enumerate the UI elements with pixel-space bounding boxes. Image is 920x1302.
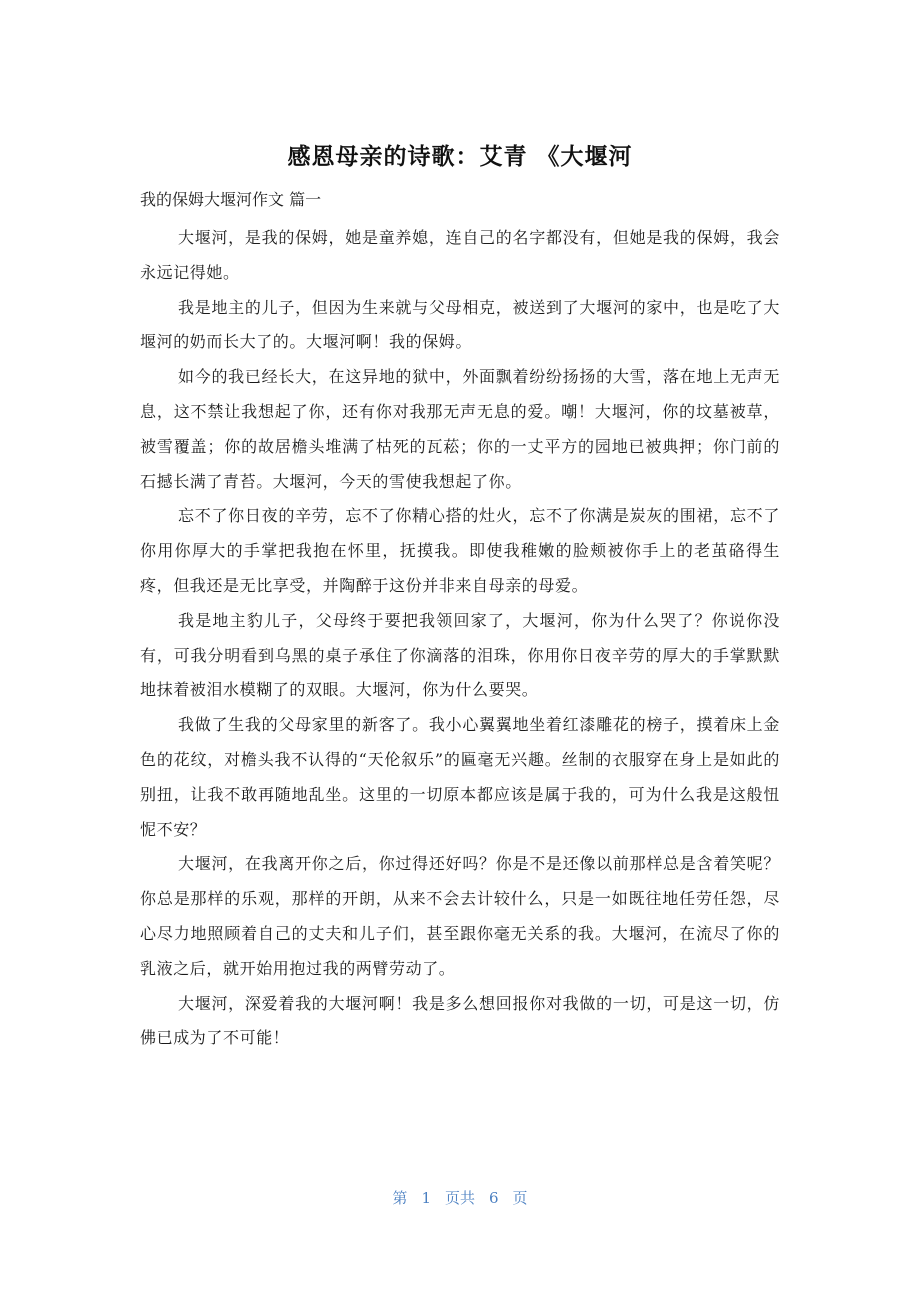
paragraph-3: 如今的我已经长大，在这异地的狱中，外面飘着纷纷扬扬的大雪，落在地上无声无息，这不禁让我想起了你，还有你对我那无声无息的爱。嘲！大堰河，你的坟墓被草，被雪覆盖；你的故居檐头堆满了枯死的瓦菘；你的一丈平方的园地已被典押；你门前的石撼长满了青苔。大堰河，今天的雪使我想起了你。 — [140, 367, 780, 491]
footer-prefix: 第 — [392, 1189, 408, 1207]
footer-page-number: 1 — [421, 1189, 431, 1207]
paragraph-7: 大堰河，在我离开你之后，你过得还好吗？你是不是还像以前那样总是含着笑呢？你总是那样的乐观，那样的开朗，从来不会去计较什么，只是一如既往地任劳任怨，尽心尽力地照顾着自己的丈夫和儿子们，甚至跟你毫无关系的我。大堰河，在流尽了你的乳液之后，就开始用抱过我的两臂劳动了。 — [140, 854, 780, 978]
paragraph-2: 我是地主的儿子，但因为生来就与父母相克，被送到了大堰河的家中，也是吃了大堰河的奶而长大了的。大堰河啊！我的保姆。 — [140, 297, 780, 352]
paragraph-1: 大堰河，是我的保姆，她是童养媳，连自己的名字都没有，但她是我的保姆，我会永远记得她。 — [140, 228, 780, 282]
document-title: 感恩母亲的诗歌：艾青 《大堰河 — [287, 144, 633, 170]
page-footer — [0, 1186, 920, 1210]
paragraph-5: 我是地主豹儿子，父母终于要把我领回家了，大堰河，你为什么哭了？你说你没有，可我分明看到乌黑的桌子承住了你滴落的泪珠，你用你日夜辛劳的厚大的手掌默默地抹着被泪水模糊了的双眼。大堰河，你为什么要哭。 — [140, 610, 780, 700]
footer-middle: 页共 — [444, 1189, 475, 1207]
paragraph-4: 忘不了你日夜的辛劳，忘不了你精心搭的灶火，忘不了你满是炭灰的围裙，忘不了你用你厚大的手掌把我抱在怀里，抚摸我。即使我稚嫩的脸颊被你手上的老茧硌得生疼，但我还是无比享受，并陶醉于这份并非来自母亲的母爱。 — [140, 506, 780, 595]
paragraph-6: 我做了生我的父母家里的新客了。我小心翼翼地坐着红漆雕花的榜子，摸着床上金色的花纹，对檐头我不认得的“天伦叙乐”的匾毫无兴趣。丝制的衣服穿在身上是如此的别扭，让我不敢再随地乱坐。这里的一切原本都应该是属于我的，可为什么我是这般忸怩不安？ — [140, 715, 780, 839]
footer-suffix: 页 — [512, 1189, 528, 1207]
footer-total-pages: 6 — [489, 1189, 499, 1207]
section-heading: 我的保姆大堰河作文 篇一 — [140, 190, 322, 209]
body-text — [140, 221, 780, 1056]
paragraph-8: 大堰河，深爱着我的大堰河啊！我是多么想回报你对我做的一切，可是这一切，仿佛已成为了不可能！ — [140, 993, 780, 1048]
